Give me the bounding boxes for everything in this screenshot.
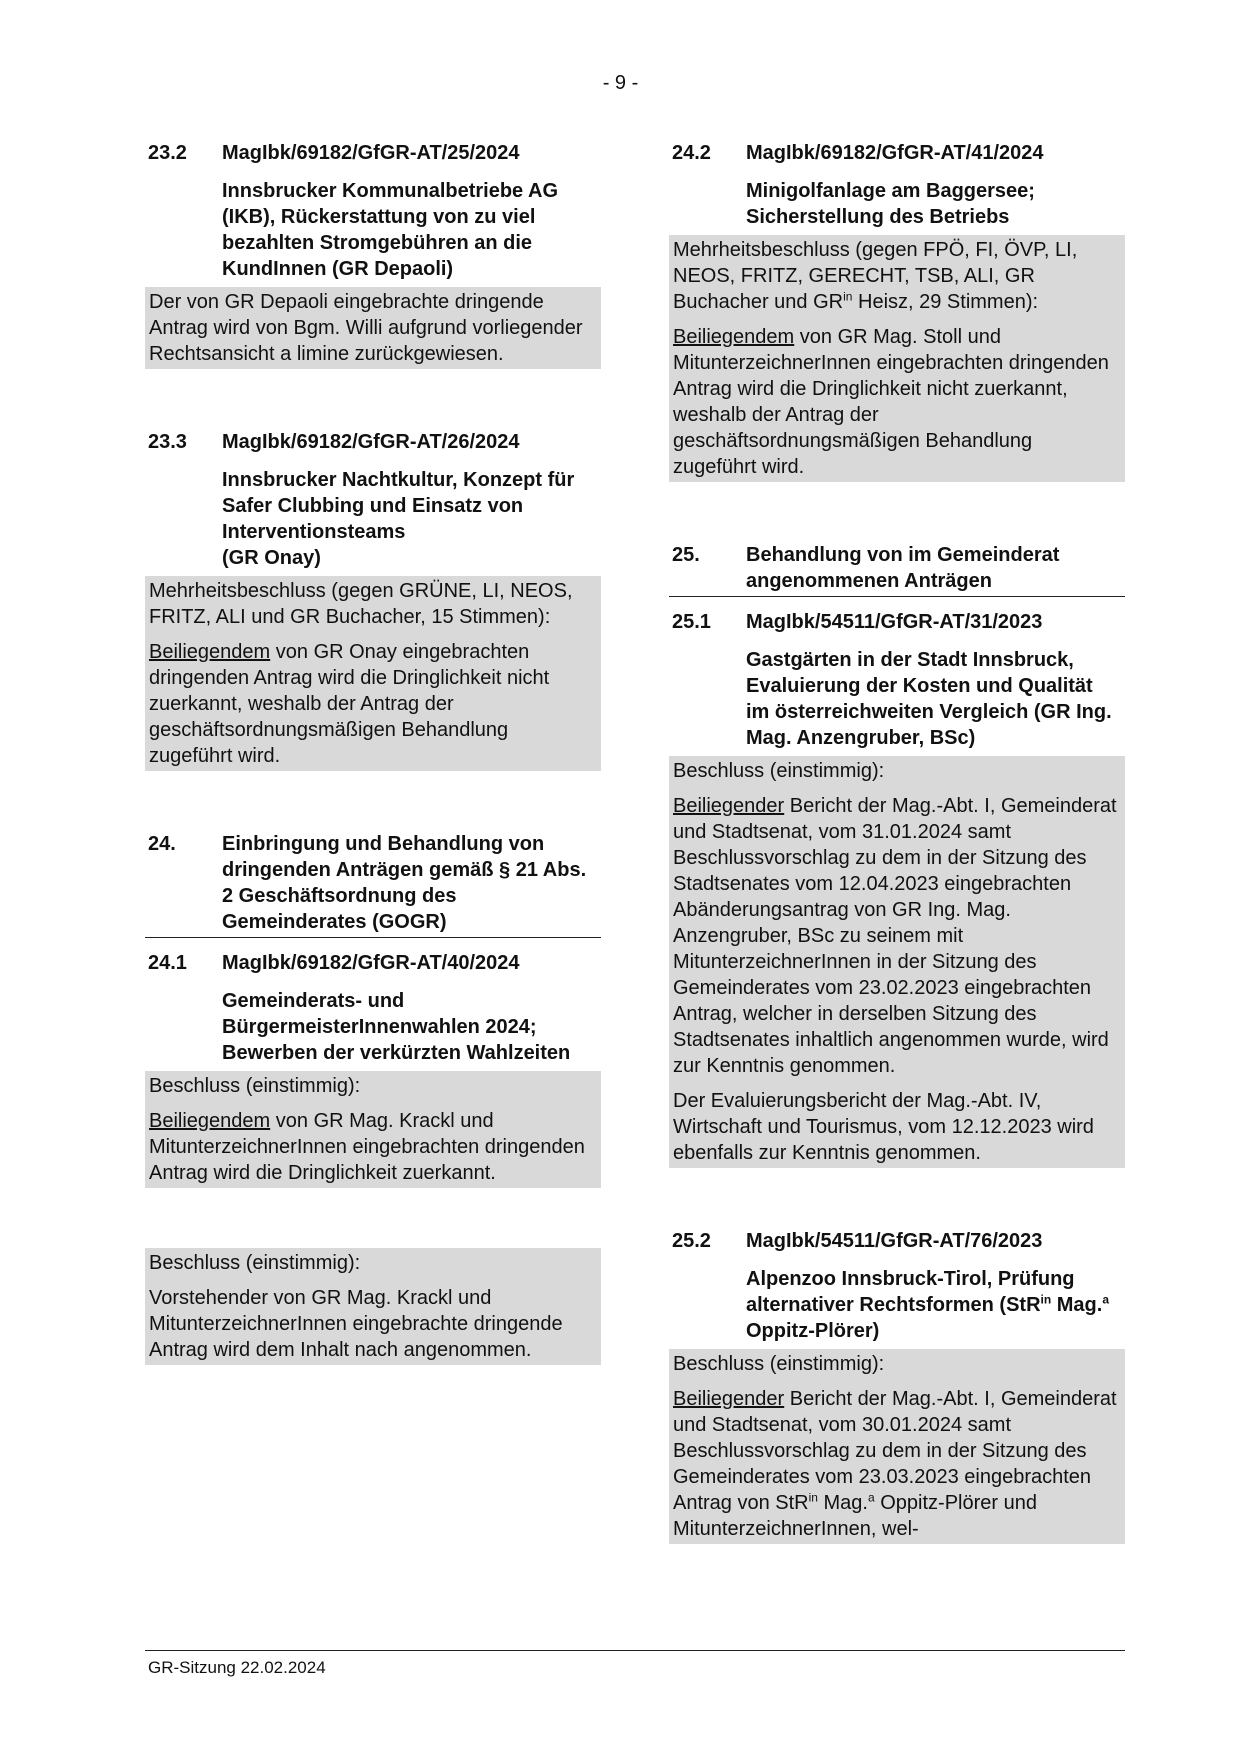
decision-label: Beschluss (einstimmig): (673, 760, 885, 782)
page-number: - 9 - (602, 72, 639, 94)
item-title: Minigolfanlage am Baggersee; Sicherstellung des Betriebs (746, 180, 1035, 228)
section-title: Einbringung und Behandlung von dringenden Anträgen gemäß § 21 Abs. 2 Geschäftsordnung des Gemeinderates (GOGR) (222, 833, 587, 933)
decision-box (669, 1349, 1125, 1544)
item-header-25-2 (669, 1228, 1125, 1254)
decision-box (669, 756, 1125, 1168)
decision-box-2 (145, 1248, 601, 1365)
decision-text: Beiliegendem von GR Onay eingebrachten dringenden Antrag wird die Dringlichkeit nicht zuerkannt, weshalb der Antrag der geschäftsordnungsmäßigen Behandlung zugeführt wird. (149, 641, 550, 767)
item-reference: MagIbk/54511/GfGR-AT/31/2023 (746, 611, 1043, 633)
section-title: Behandlung von im Gemeinderat angenommenen Anträgen (746, 544, 1060, 592)
decision-text: Der von GR Depaoli eingebrachte dringende Antrag wird von Bgm. Willi aufgrund vorliegender Rechtsansicht a limine zurückgewiesen. (149, 291, 583, 365)
item-number: 23.3 (148, 431, 187, 453)
item-number: 25.1 (672, 611, 711, 633)
footer-session-date: GR-Sitzung 22.02.2024 (148, 1658, 326, 1677)
footer-divider (145, 1650, 1125, 1651)
item-title: Gastgärten in der Stadt Innsbruck, Evaluierung der Kosten und Qualität im österreichweiten Vergleich (GR Ing. Mag. Anzengruber, BSc) (746, 649, 1112, 749)
decision-box (145, 1071, 601, 1188)
section-number: 25. (672, 544, 700, 566)
decision-text: Beiliegendem von GR Mag. Stoll und MitunterzeichnerInnen eingebrachten dringenden Antrag wird die Dringlichkeit nicht zuerkannt, weshalb der Antrag der geschäftsordnungsmäßigen Behandlung zugeführt wird. (673, 326, 1109, 478)
decision-label: Beschluss (einstimmig): (149, 1075, 361, 1097)
item-reference: MagIbk/69182/GfGR-AT/25/2024 (222, 142, 520, 164)
item-number: 24.1 (148, 952, 187, 974)
right-column (669, 140, 1125, 1544)
decision-text: Beiliegender Bericht der Mag.-Abt. I, Gemeinderat und Stadtsenat, vom 30.01.2024 samt Beschlussvorschlag zu dem in der Sitzung des Gemeinderates vom 23.03.2023 eingebrachten Antrag von StR$^{in}$ Mag.$^a$ Oppitz-Plörer und MitunterzeichnerInnen, wel- (673, 1388, 1117, 1540)
item-reference: MagIbk/69182/GfGR-AT/40/2024 (222, 952, 520, 974)
item-header-23-3 (145, 429, 601, 455)
item-title: Innsbrucker Kommunalbetriebe AG (IKB), Rückerstattung von zu viel bezahlten Stromgebühren an die KundInnen (GR Depaoli) (222, 180, 558, 280)
section-header-24 (145, 831, 601, 938)
item-number: 23.2 (148, 142, 187, 164)
item-title: Innsbrucker Nachtkultur, Konzept für Safer Clubbing und Einsatz von Interventionsteams (GR Onay) (222, 469, 575, 569)
left-column (145, 140, 601, 1365)
decision-label: Mehrheitsbeschluss (gegen FPÖ, FI, ÖVP, LI, NEOS, FRITZ, GERECHT, TSB, ALI, GR Buchacher und $GR^{in}$ Heisz, 29 Stimmen): (673, 239, 1078, 313)
decision-box (669, 235, 1125, 482)
item-reference: MagIbk/69182/GfGR-AT/41/2024 (746, 142, 1044, 164)
item-title: Gemeinderats- und BürgermeisterInnenwahlen 2024; Bewerben der verkürzten Wahlzeiten (222, 990, 571, 1064)
item-title: Alpenzoo Innsbruck-Tirol, Prüfung alternativer Rechtsformen (StR$^{in}$ Mag.$^a$ Oppitz-Plörer) (746, 1268, 1110, 1342)
decision-label: Mehrheitsbeschluss (gegen GRÜNE, LI, NEOS, FRITZ, ALI und GR Buchacher, 15 Stimmen): (149, 580, 573, 628)
decision-text: Beiliegender Bericht der Mag.-Abt. I, Gemeinderat und Stadtsenat, vom 31.01.2024 samt Beschlussvorschlag zu dem in der Sitzung des Stadtsenates vom 12.04.2023 eingebrachten Abänderungsantrag von GR Ing. Mag. Anzengruber, BSc zu seinem mit MitunterzeichnerInnen in der Sitzung des Gemeinderates vom 23.02.2023 eingebrachten Antrag, welcher in derselben Sitzung des Stadtsenates inhaltlich angenommen wurde, wird zur Kenntnis genommen. (673, 795, 1117, 1077)
item-reference: MagIbk/54511/GfGR-AT/76/2023 (746, 1230, 1043, 1252)
item-number: 24.2 (672, 142, 711, 164)
item-header-24-1 (145, 950, 601, 976)
section-number: 24. (148, 833, 176, 855)
section-header-25 (669, 542, 1125, 597)
item-reference: MagIbk/69182/GfGR-AT/26/2024 (222, 431, 520, 453)
item-header-23-2 (145, 140, 601, 166)
decision-text: Vorstehender von GR Mag. Krackl und MitunterzeichnerInnen eingebrachte dringende Antrag wird dem Inhalt nach angenommen. (149, 1287, 563, 1361)
decision-box (145, 287, 601, 369)
item-header-25-1 (669, 609, 1125, 635)
decision-label: Beschluss (einstimmig): (149, 1252, 361, 1274)
decision-box (145, 576, 601, 771)
decision-text-2: Der Evaluierungsbericht der Mag.-Abt. IV, Wirtschaft und Tourismus, vom 12.12.2023 wird ebenfalls zur Kenntnis genommen. (673, 1090, 1094, 1164)
item-number: 25.2 (672, 1230, 711, 1252)
item-header-24-2 (669, 140, 1125, 166)
decision-label: Beschluss (einstimmig): (673, 1353, 885, 1375)
decision-text: Beiliegendem von GR Mag. Krackl und MitunterzeichnerInnen eingebrachten dringenden Antrag wird die Dringlichkeit zuerkannt. (149, 1110, 585, 1184)
